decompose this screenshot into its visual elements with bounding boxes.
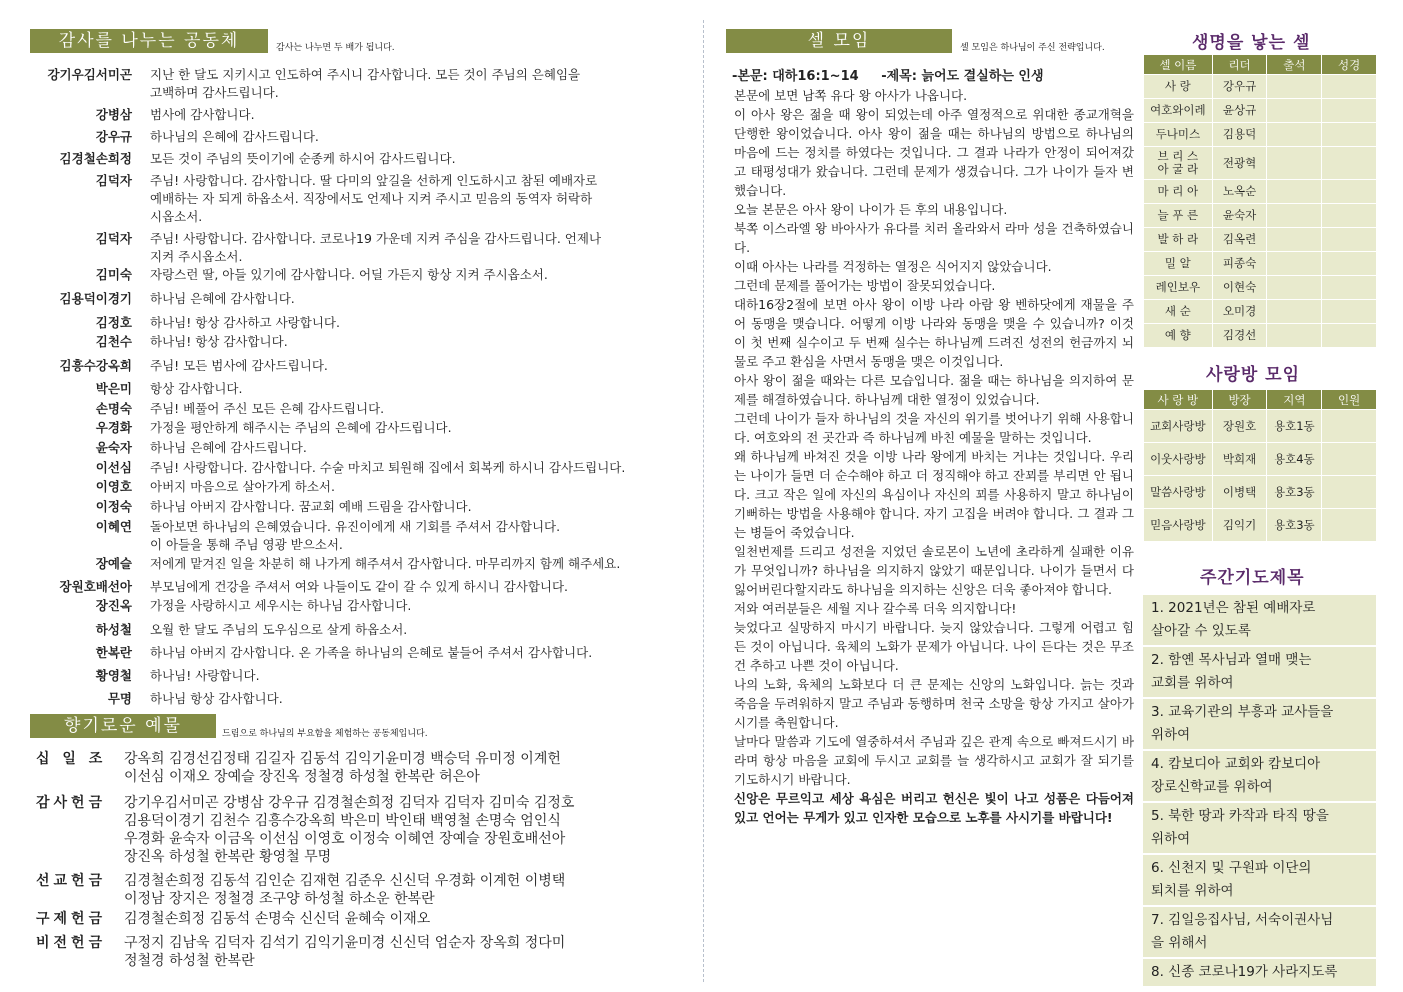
room-count	[1322, 476, 1377, 509]
cell-row	[1144, 228, 1377, 252]
cell-name: 두나미스	[1144, 123, 1213, 147]
cell-row	[1144, 75, 1377, 99]
cell-bible	[1322, 204, 1377, 228]
thanks-name: 강병삼	[95, 107, 132, 122]
thanks-name: 장진옥	[95, 598, 132, 613]
cell-name: 밀 알	[1144, 252, 1213, 276]
cell-bible	[1322, 147, 1377, 180]
thanks-name: 김덕자	[95, 231, 132, 246]
offering-row	[36, 794, 676, 866]
thanks-row	[32, 459, 672, 477]
room-area: 용호3동	[1267, 476, 1322, 509]
thanks-name: 김정호	[95, 315, 132, 330]
cell-bible	[1322, 324, 1377, 348]
thanks-row	[32, 419, 672, 437]
cell-attendance	[1267, 204, 1322, 228]
thanks-name: 장예슬	[95, 556, 132, 571]
sermon-paragraph: 왜 하나님께 바쳐진 것을 이방 나라 왕에게 바치는 거냐는 것입니다. 우리는 나이가 들면 더 순수해야 하고 더 정직해야 하고 잔꾀를 부리면 안 됩니다. 크고 작은 일에 자신의 욕심이나 자신의 꾀를 사용하지 말고 하나님이 기뻐하는 방법을 사용해야 합니다. 자기 고집을 버려야 합니다. 그 결과 그는 병들어 죽었습니다.	[734, 449, 1134, 540]
cell-leader: 이현숙	[1212, 276, 1267, 300]
cell-leader: 김용덕	[1212, 123, 1267, 147]
cell-col-name: 셀 이름	[1144, 55, 1213, 75]
cell-col-bible: 성경	[1322, 55, 1377, 75]
room-area: 용호3동	[1267, 509, 1322, 542]
thanks-name: 이선심	[95, 460, 132, 475]
cell-leader: 오미경	[1212, 300, 1267, 324]
cell-bible	[1322, 99, 1377, 123]
sermon-paragraph: 본문에 보면 남쪽 유다 왕 아사가 나옵니다.	[734, 88, 968, 103]
cell-leader: 윤상규	[1212, 99, 1267, 123]
thanks-row	[32, 690, 672, 708]
room-name: 믿음사랑방	[1144, 509, 1213, 542]
room-row	[1144, 476, 1377, 509]
offering-type: 비전헌금	[36, 935, 107, 951]
thanks-name: 강우규	[95, 129, 132, 144]
thanks-name: 이영호	[95, 479, 132, 494]
cell-bible	[1322, 123, 1377, 147]
thanks-name: 윤숙자	[95, 440, 132, 455]
sermon-title: -제목: 늙어도 결실하는 인생	[881, 69, 1044, 84]
sermon-paragraph: 나의 노화, 육체의 노화보다 더 큰 문제는 신앙의 노화입니다. 늙는 것과 죽음을 두려워하지 말고 주님과 동행하며 천국 소망을 항상 가지고 살아가시기를 축원합니다.	[734, 677, 1134, 730]
room-leader: 장원호	[1212, 410, 1267, 443]
thanks-section-header: 감사를 나누는 공동체	[30, 29, 268, 53]
offering-section-subtitle: 드림으로 하나님의 부요함을 체험하는 공동체입니다.	[222, 729, 428, 739]
cell-name: 마 리 아	[1144, 180, 1213, 204]
offering-row	[36, 934, 676, 970]
cell-attendance	[1267, 300, 1322, 324]
room-leader: 박희재	[1212, 443, 1267, 476]
prayer-item: 4. 캄보디아 교회와 캄보디아 장로신학교를 위하여	[1143, 751, 1376, 801]
room-leader: 김익기	[1212, 509, 1267, 542]
thanks-message: 하나님의 은혜에 감사드립니다.	[150, 129, 319, 144]
room-table-title: 사랑방 모임	[1206, 365, 1301, 385]
offering-type: 구제헌금	[36, 911, 107, 927]
cell-name: 발 하 라	[1144, 228, 1213, 252]
thanks-message: 자랑스런 딸, 아들 있기에 감사합니다. 어딜 가든지 항상 지켜 주시옵소서.	[150, 267, 548, 282]
cell-attendance	[1267, 123, 1322, 147]
sermon-paragraph: 신앙은 무르익고 세상 욕심은 버리고 헌신은 빛이 나고 성품은 다듬어져 있고 언어는 무게가 있고 인자한 모습으로 노후를 사시기를 바랍니다!	[734, 791, 1134, 825]
thanks-message: 하나님 은혜에 감사합니다.	[150, 291, 295, 306]
thanks-message: 하나님 아버지 감사합니다. 온 가족을 하나님의 은혜로 붙들어 주셔서 감사합니다.	[150, 645, 593, 660]
offering-row	[36, 910, 676, 928]
room-table	[1143, 389, 1377, 542]
room-name: 이웃사랑방	[1144, 443, 1213, 476]
room-row	[1144, 509, 1377, 542]
offering-names: 구정지 김남욱 김덕자 김석기 김익기윤미경 신신덕 엄순자 장옥희 정다미 정철경 하성철 한복란	[124, 935, 566, 969]
sermon-paragraph: 오늘 본문은 아사 왕이 나이가 든 후의 내용입니다.	[734, 202, 1008, 217]
thanks-message: 돌아보면 하나님의 은혜였습니다. 유진이에게 새 기회를 주셔서 감사합니다. 이 아들을 통해 주님 영광 받으소서.	[150, 519, 561, 552]
room-col-name: 사 랑 방	[1144, 390, 1213, 410]
room-leader: 이병택	[1212, 476, 1267, 509]
sermon-paragraph: 저와 여러분들은 세월 지나 갈수록 더욱 의지합니다!	[734, 601, 1017, 616]
thanks-row	[32, 667, 672, 685]
thanks-name: 김용덕이경기	[59, 291, 132, 306]
thanks-message: 가정을 사랑하시고 세우시는 하나님 감사합니다.	[150, 598, 412, 613]
sermon-paragraph: 북쪽 이스라엘 왕 바아사가 유다를 치러 올라와서 라마 성을 건축하였습니다.	[734, 221, 1134, 255]
thanks-row	[32, 621, 672, 639]
cell-attendance	[1267, 276, 1322, 300]
thanks-name: 김덕자	[95, 173, 132, 188]
offering-section-header: 향기로운 예물	[30, 714, 216, 738]
thanks-row	[32, 266, 672, 284]
offering-names: 강기우김서미곤 강병삼 강우규 김경철손희정 김덕자 김덕자 김미숙 김정호 김용덕이경기 김천수 김흥수강옥희 박은미 박인태 백영철 손명숙 엄인식 우경화 윤숙자 이금옥 이선심 이영호 이정숙 이혜연 장예슬 장원호배선아 장진옥 하성철 한복란 황영철 무명	[124, 795, 575, 865]
thanks-row	[32, 439, 672, 457]
cell-leader: 김옥련	[1212, 228, 1267, 252]
cell-attendance	[1267, 252, 1322, 276]
thanks-message: 항상 감사합니다.	[150, 381, 243, 396]
prayer-item: 3. 교육기관의 부흥과 교사들을 위하여	[1143, 699, 1376, 749]
room-col-count: 인원	[1322, 390, 1377, 410]
thanks-message: 저에게 맡겨진 일을 차분히 해 나가게 해주셔서 감사합니다. 마무리까지 함께 해주세요.	[150, 556, 621, 571]
cell-row	[1144, 276, 1377, 300]
cell-row	[1144, 99, 1377, 123]
thanks-name: 이혜연	[95, 519, 132, 534]
room-area: 용호1동	[1267, 410, 1322, 443]
thanks-section-subtitle: 감사는 나누면 두 배가 됩니다.	[276, 43, 395, 53]
cell-attendance	[1267, 147, 1322, 180]
thanks-name: 강기우김서미곤	[47, 67, 132, 82]
thanks-row	[32, 314, 672, 332]
prayer-item: 8. 신종 코로나19가 사라지도록	[1143, 959, 1376, 986]
cell-row	[1144, 252, 1377, 276]
cell-row	[1144, 147, 1377, 180]
sermon-body	[734, 86, 1134, 827]
thanks-message: 아버지 마음으로 살아가게 하소서.	[150, 479, 335, 494]
cell-name: 예 향	[1144, 324, 1213, 348]
sermon-paragraph: 그런데 문제를 풀어가는 방법이 잘못되었습니다.	[734, 278, 996, 293]
thanks-row	[32, 290, 672, 308]
thanks-message: 하나님 은혜에 감사드립니다.	[150, 440, 307, 455]
cell-attendance	[1267, 75, 1322, 99]
cell-leader: 김경선	[1212, 324, 1267, 348]
thanks-message: 주님! 베풀어 주신 모든 은혜 감사드립니다.	[150, 401, 385, 416]
cell-meeting-subtitle: 셀 모임은 하나님이 주신 전략입니다.	[960, 43, 1105, 53]
cell-name: 브 리 스 아 굴 라	[1144, 147, 1213, 180]
thanks-name: 우경화	[95, 420, 132, 435]
thanks-message: 범사에 감사합니다.	[150, 107, 255, 122]
room-name: 말씀사랑방	[1144, 476, 1213, 509]
cell-col-attendance: 출석	[1267, 55, 1322, 75]
thanks-row	[32, 518, 672, 554]
offering-type: 선교헌금	[36, 873, 107, 889]
prayer-item: 1. 2021년은 참된 예배자로 살아갈 수 있도록	[1143, 595, 1376, 645]
room-count	[1322, 509, 1377, 542]
thanks-name: 김경철손희정	[59, 151, 132, 166]
cell-row	[1144, 300, 1377, 324]
cell-table	[1143, 54, 1377, 348]
thanks-message: 주님! 사랑합니다. 감사합니다. 코로나19 가운데 지켜 주심을 감사드립니다. 언제나 지켜 주시옵소서.	[150, 231, 602, 264]
cell-leader: 강우규	[1212, 75, 1267, 99]
offering-type: 십 일 조	[36, 751, 107, 767]
cell-bible	[1322, 300, 1377, 324]
cell-attendance	[1267, 180, 1322, 204]
cell-name: 새 순	[1144, 300, 1213, 324]
room-count	[1322, 410, 1377, 443]
cell-row	[1144, 180, 1377, 204]
sermon-paragraph: 이때 아사는 나라를 걱정하는 열정은 식어지지 않았습니다.	[734, 259, 1052, 274]
thanks-name: 장원호배선아	[59, 579, 132, 594]
prayer-title: 주간기도제목	[1200, 568, 1305, 588]
thanks-message: 하나님! 항상 감사합니다.	[150, 334, 288, 349]
thanks-row	[32, 150, 672, 168]
cell-row	[1144, 324, 1377, 348]
thanks-row	[32, 555, 672, 573]
offering-names: 김경철손희정 김동석 손명숙 신신덕 윤혜숙 이재오	[124, 911, 431, 927]
thanks-row	[32, 644, 672, 662]
offering-row	[36, 750, 676, 786]
cell-table-title: 생명을 낳는 셀	[1192, 33, 1311, 53]
offering-names: 강옥희 김경선김정태 김길자 김동석 김익기윤미경 백승덕 유미정 이계헌 이선심 이재오 장예슬 장진옥 정철경 하성철 한복란 허은아	[124, 751, 561, 785]
thanks-row	[32, 357, 672, 375]
room-count	[1322, 443, 1377, 476]
cell-leader: 전광혁	[1212, 147, 1267, 180]
cell-name: 사 랑	[1144, 75, 1213, 99]
page-fold-divider	[703, 20, 704, 982]
thanks-name: 황영철	[95, 668, 132, 683]
thanks-name: 김천수	[95, 334, 132, 349]
prayer-item: 6. 신천지 및 구원파 이단의 퇴치를 위하여	[1143, 855, 1376, 905]
cell-bible	[1322, 228, 1377, 252]
sermon-paragraph: 늦었다고 실망하지 마시기 바랍니다. 늦지 않았습니다. 그렇게 어렵고 힘든 것이 아닙니다. 육체의 노화가 문제가 아닙니다. 나이 든다는 것은 무조건 추하고 나쁜 것이 아닙니다.	[734, 620, 1134, 673]
thanks-row	[32, 380, 672, 398]
sermon-paragraph: 이 아사 왕은 젊을 때 왕이 되었는데 아주 열정적으로 위대한 종교개혁을 단행한 왕이었습니다. 아사 왕이 젊을 때는 하나님의 방법으로 하나님의 마음에 드는 정치를 하였다는 것입니다. 그 결과 나라가 안정이 되어져갔고 태평성대가 왔습니다. 그런데 문제가 생겼습니다. 그가 나이가 들자 변했습니다.	[734, 107, 1134, 198]
thanks-row	[32, 478, 672, 496]
sermon-paragraph: 대하16장2절에 보면 아사 왕이 이방 나라 아람 왕 벤하닷에게 재물을 주어 동맹을 맺습니다. 어떻게 이방 나라와 동맹을 맺을 수 있습니까? 이것이 첫 번째 실수이고 두 번째 실수는 하나님께 드려진 성전의 헌금까지 뇌물로 주고 환심을 사면서 동맹을 맺은 이것입니다.	[734, 297, 1134, 369]
cell-attendance	[1267, 99, 1322, 123]
thanks-name: 손명숙	[95, 401, 132, 416]
prayer-item: 7. 김일응집사님, 서숙이권사님 을 위해서	[1143, 907, 1376, 957]
room-row	[1144, 443, 1377, 476]
prayer-item: 5. 북한 땅과 카작과 타직 땅을 위하여	[1143, 803, 1376, 853]
thanks-message: 하나님 아버지 감사합니다. 꿈교회 예배 드림을 감사합니다.	[150, 499, 472, 514]
thanks-message: 하나님! 항상 감사하고 사랑합니다.	[150, 315, 340, 330]
sermon-paragraph: 일천번제를 드리고 성전을 지었던 솔로몬이 노년에 초라하게 실패한 이유가 무엇입니까? 하나님을 의지하지 않았기 때문입니다. 나이가 들면서 다 잃어버린다할지라도 하나님을 의지하는 신앙은 더욱 좋아져야 합니다.	[734, 544, 1134, 597]
thanks-name: 김미숙	[95, 267, 132, 282]
thanks-name: 무명	[107, 691, 132, 706]
cell-row	[1144, 204, 1377, 228]
offering-names: 김경철손희정 김동석 김인순 김재현 김준우 신신덕 우경화 이계헌 이병택 이정남 장지은 정철경 조구양 하성철 하소운 한복란	[124, 873, 566, 907]
thanks-row	[32, 106, 672, 124]
thanks-message: 주님! 사랑합니다. 감사합니다. 수술 마치고 퇴원해 집에서 회복케 하시니 감사드립니다.	[150, 460, 626, 475]
cell-name: 레인보우	[1144, 276, 1213, 300]
thanks-name: 한복란	[95, 645, 132, 660]
thanks-name: 박은미	[95, 381, 132, 396]
cell-name: 여호와이레	[1144, 99, 1213, 123]
cell-leader: 피종숙	[1212, 252, 1267, 276]
sermon-heading	[732, 65, 1044, 84]
thanks-name: 김흥수강옥희	[59, 358, 132, 373]
offering-type: 감사헌금	[36, 795, 107, 811]
thanks-message: 가정을 평안하게 해주시는 주님의 은혜에 감사드립니다.	[150, 420, 452, 435]
room-name: 교회사랑방	[1144, 410, 1213, 443]
room-col-area: 지역	[1267, 390, 1322, 410]
offering-row	[36, 872, 676, 908]
sermon-paragraph: 그런데 나이가 들자 하나님의 것을 자신의 위기를 벗어나기 위해 사용합니다. 여호와의 전 곳간과 즉 하나님께 바친 예물을 말하는 것입니다.	[734, 411, 1134, 445]
room-col-leader: 방장	[1212, 390, 1267, 410]
thanks-name: 이정숙	[95, 499, 132, 514]
thanks-message: 모든 것이 주님의 뜻이기에 순종케 하시어 감사드립니다.	[150, 151, 456, 166]
room-area: 용호4동	[1267, 443, 1322, 476]
cell-row	[1144, 123, 1377, 147]
thanks-message: 지난 한 달도 지키시고 인도하여 주시니 감사합니다. 모든 것이 주님의 은혜임을 고백하며 감사드립니다.	[150, 67, 581, 100]
cell-attendance	[1267, 324, 1322, 348]
cell-name: 늘 푸 른	[1144, 204, 1213, 228]
thanks-row	[32, 230, 672, 266]
thanks-name: 하성철	[95, 622, 132, 637]
cell-bible	[1322, 252, 1377, 276]
cell-bible	[1322, 276, 1377, 300]
sermon-passage: -본문: 대하16:1~14	[732, 69, 859, 84]
cell-leader: 노옥순	[1212, 180, 1267, 204]
thanks-row	[32, 597, 672, 615]
cell-meeting-header: 셀 모임	[726, 29, 952, 53]
thanks-row	[32, 66, 672, 102]
thanks-message: 주님! 사랑합니다. 감사합니다. 딸 다미의 앞길을 선하게 인도하시고 참된 예배자로 예배하는 자 되게 하옵소서. 직장에서도 언제나 지켜 주시고 믿음의 동역자 허락하 시옵소서.	[150, 173, 598, 224]
thanks-message: 부모님에게 건강을 주셔서 여와 나들이도 같이 갈 수 있게 하시니 감사합니다.	[150, 579, 569, 594]
thanks-row	[32, 498, 672, 516]
thanks-row	[32, 128, 672, 146]
thanks-row	[32, 172, 672, 226]
cell-col-leader: 리더	[1212, 55, 1267, 75]
sermon-paragraph: 아사 왕이 젊을 때와는 다른 모습입니다. 젊을 때는 하나님을 의지하여 문제를 해결하였습니다. 하나님께 대한 열정이 있었습니다.	[734, 373, 1134, 407]
sermon-paragraph: 날마다 말씀과 기도에 열중하셔서 주님과 깊은 관계 속으로 빠져드시기 바라며 항상 마음을 교회에 두시고 교회를 늘 생각하시고 교회가 잘 되기를 기도하시기 바랍니다.	[734, 734, 1134, 787]
thanks-row	[32, 578, 672, 596]
cell-leader: 윤숙자	[1212, 204, 1267, 228]
thanks-message: 오월 한 달도 주님의 도우심으로 살게 하옵소서.	[150, 622, 408, 637]
thanks-message: 하나님 항상 감사합니다.	[150, 691, 283, 706]
prayer-list	[1143, 595, 1376, 988]
cell-attendance	[1267, 228, 1322, 252]
cell-bible	[1322, 180, 1377, 204]
room-row	[1144, 410, 1377, 443]
prayer-item: 2. 함옌 목사님과 열매 맺는 교회를 위하여	[1143, 647, 1376, 697]
cell-bible	[1322, 75, 1377, 99]
thanks-message: 하나님! 사랑합니다.	[150, 668, 260, 683]
thanks-row	[32, 400, 672, 418]
thanks-row	[32, 333, 672, 351]
thanks-message: 주님! 모든 범사에 감사드립니다.	[150, 358, 328, 373]
